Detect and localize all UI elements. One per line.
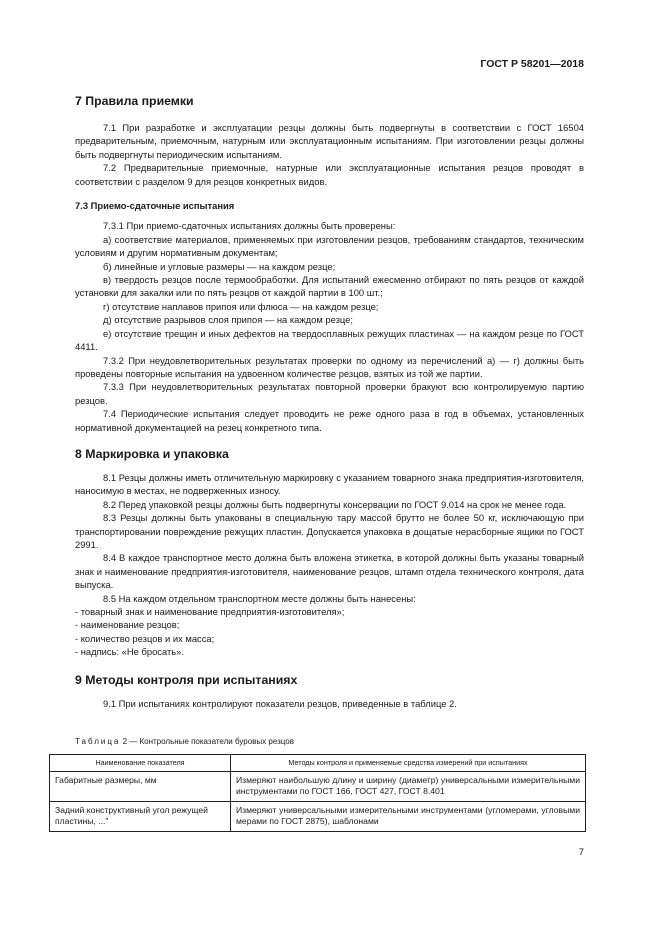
subsection-7-3-title: 7.3 Приемо-сдаточные испытания: [75, 200, 235, 212]
indicator-cell: Габаритные размеры, мм: [50, 771, 231, 801]
table-row: [50, 771, 586, 801]
page-number: 7: [578, 846, 584, 857]
indicators-table: [49, 754, 586, 832]
table-row: [50, 801, 586, 831]
indicator-cell: Задний конструктивный угол режущей пластины, ...": [50, 801, 231, 831]
paragraph-7-3-3: 7.3.3 При неудовлетворительных результатах повторной проверки бракуют всю контролируемую партию резцов.: [75, 381, 584, 406]
table-caption-text: 2 — Контрольные показатели буровых резцов: [120, 737, 294, 746]
paragraph-7-2: 7.2 Предварительные приемочные, натурные или эксплуатационные испытания резцов проводят в соответствии с разделом 9 для резцов конкретных видов.: [75, 162, 584, 187]
table-caption: [75, 735, 294, 748]
paragraph-7-1: 7.1 При разработке и эксплуатации резцы должны быть подвергнуты в соответствии с ГОСТ 16504 предварительным, приемочным, натурным или эксплуатационным испытаниям. При изготовлении резцы должны быть подвергнуты периодическим испытаниям.: [75, 122, 584, 160]
paragraph-7-3-1: 7.3.1 При приемо-сдаточных испытаниях должны быть проверены:: [103, 220, 396, 232]
list-item: - количество резцов и их масса;: [75, 632, 215, 644]
list-item: - наименование резцов;: [75, 619, 180, 631]
list-item-v: в) твердость резцов после термообработки. Для испытаний ежесменно отбирают по пять резцов от каждой установки для закалки или по пять резцов от каждой партии в 100 шт.;: [75, 274, 584, 299]
paragraph-8-5: 8.5 На каждом отдельном транспортном месте должны быть нанесены:: [103, 592, 416, 604]
paragraph-9-1: 9.1 При испытаниях контролируют показатели резцов, приведенные в таблице 2.: [103, 697, 457, 709]
list-item: - надпись: «Не бросать».: [75, 646, 184, 658]
paragraph-8-4: 8.4 В каждое транспортное место должна быть вложена этикетка, в которой должны быть указаны товарный знак и наименование предприятия-изготовителя, наименование резцов, штамп отдела технического контроля, дата выпуска.: [75, 552, 584, 591]
list-item-d: д) отсутствие разрывов слоя припоя — на каждом резце;: [103, 314, 353, 326]
column-header-indicator: Наименование показателя: [50, 755, 231, 772]
method-cell: Измеряют универсальными измерительными инструментами (угломерами, угловыми мерами по ГОСТ 2875), шаблонами: [231, 801, 586, 831]
method-cell: Измеряют наибольшую длину и ширину (диаметр) универсальными измерительными инструментами по ГОСТ 166, ГОСТ 427, ГОСТ 8.401: [231, 771, 586, 801]
section-9-title: 9 Методы контроля при испытаниях: [75, 672, 298, 687]
paragraph-7-4: 7.4 Периодические испытания следует проводить не реже одного раза в год в объемах, установленных нормативной документацией на резец конкретного типа.: [75, 408, 584, 433]
paragraph-8-2: 8.2 Перед упаковкой резцы должны быть подвергнуты консервации по ГОСТ 9.014 на срок не менее года.: [103, 498, 567, 510]
paragraph-8-1: 8.1 Резцы должны иметь отличительную маркировку с указанием товарного знака предприятия-изготовителя, наносимую в местах, не подверженных износу.: [75, 471, 584, 497]
paragraph-8-3: 8.3 Резцы должны быть упакованы в специальную тару массой брутто не более 50 кг, исключающую при транспортировании повреждение режущих пластин. Допускается упаковка в дощатые нерасборные ящики по ГОСТ 2991.: [75, 512, 584, 550]
section-7-title: 7 Правила приемки: [75, 94, 194, 108]
list-item-g: г) отсутствие наплавов припоя или флюса — на каждом резце;: [103, 300, 379, 312]
standard-code: ГОСТ Р 58201—2018: [480, 58, 584, 70]
list-item: - товарный знак и наименование предприятия-изготовителя»;: [75, 606, 345, 617]
column-header-method: Методы контроля и применяемые средства измерений при испытаниях: [231, 755, 586, 772]
section-8-title: 8 Маркировка и упаковка: [75, 446, 229, 461]
paragraph-7-3-2: 7.3.2 При неудовлетворительных результатах проверки по одному из перечислений а) — г) должны быть проведены повторные испытания на удвоенном количестве резцов, взятых из той же партии.: [75, 354, 584, 379]
table-caption-word: Таблица: [75, 737, 121, 746]
table-header-row: [50, 755, 586, 772]
document-body: [75, 93, 584, 710]
list-item-e: е) отсутствие трещин и иных дефектов на твердосплавных режущих пластинах — на каждом резце по ГОСТ 4411.: [75, 327, 584, 353]
list-item-a: а) соответствие материалов, применяемых при изготовлении резцов, требованиям стандартов, техническим условиям и другим нормативным документам;: [75, 233, 584, 259]
list-item-b: б) линейные и угловые размеры — на каждом резце;: [103, 260, 336, 272]
